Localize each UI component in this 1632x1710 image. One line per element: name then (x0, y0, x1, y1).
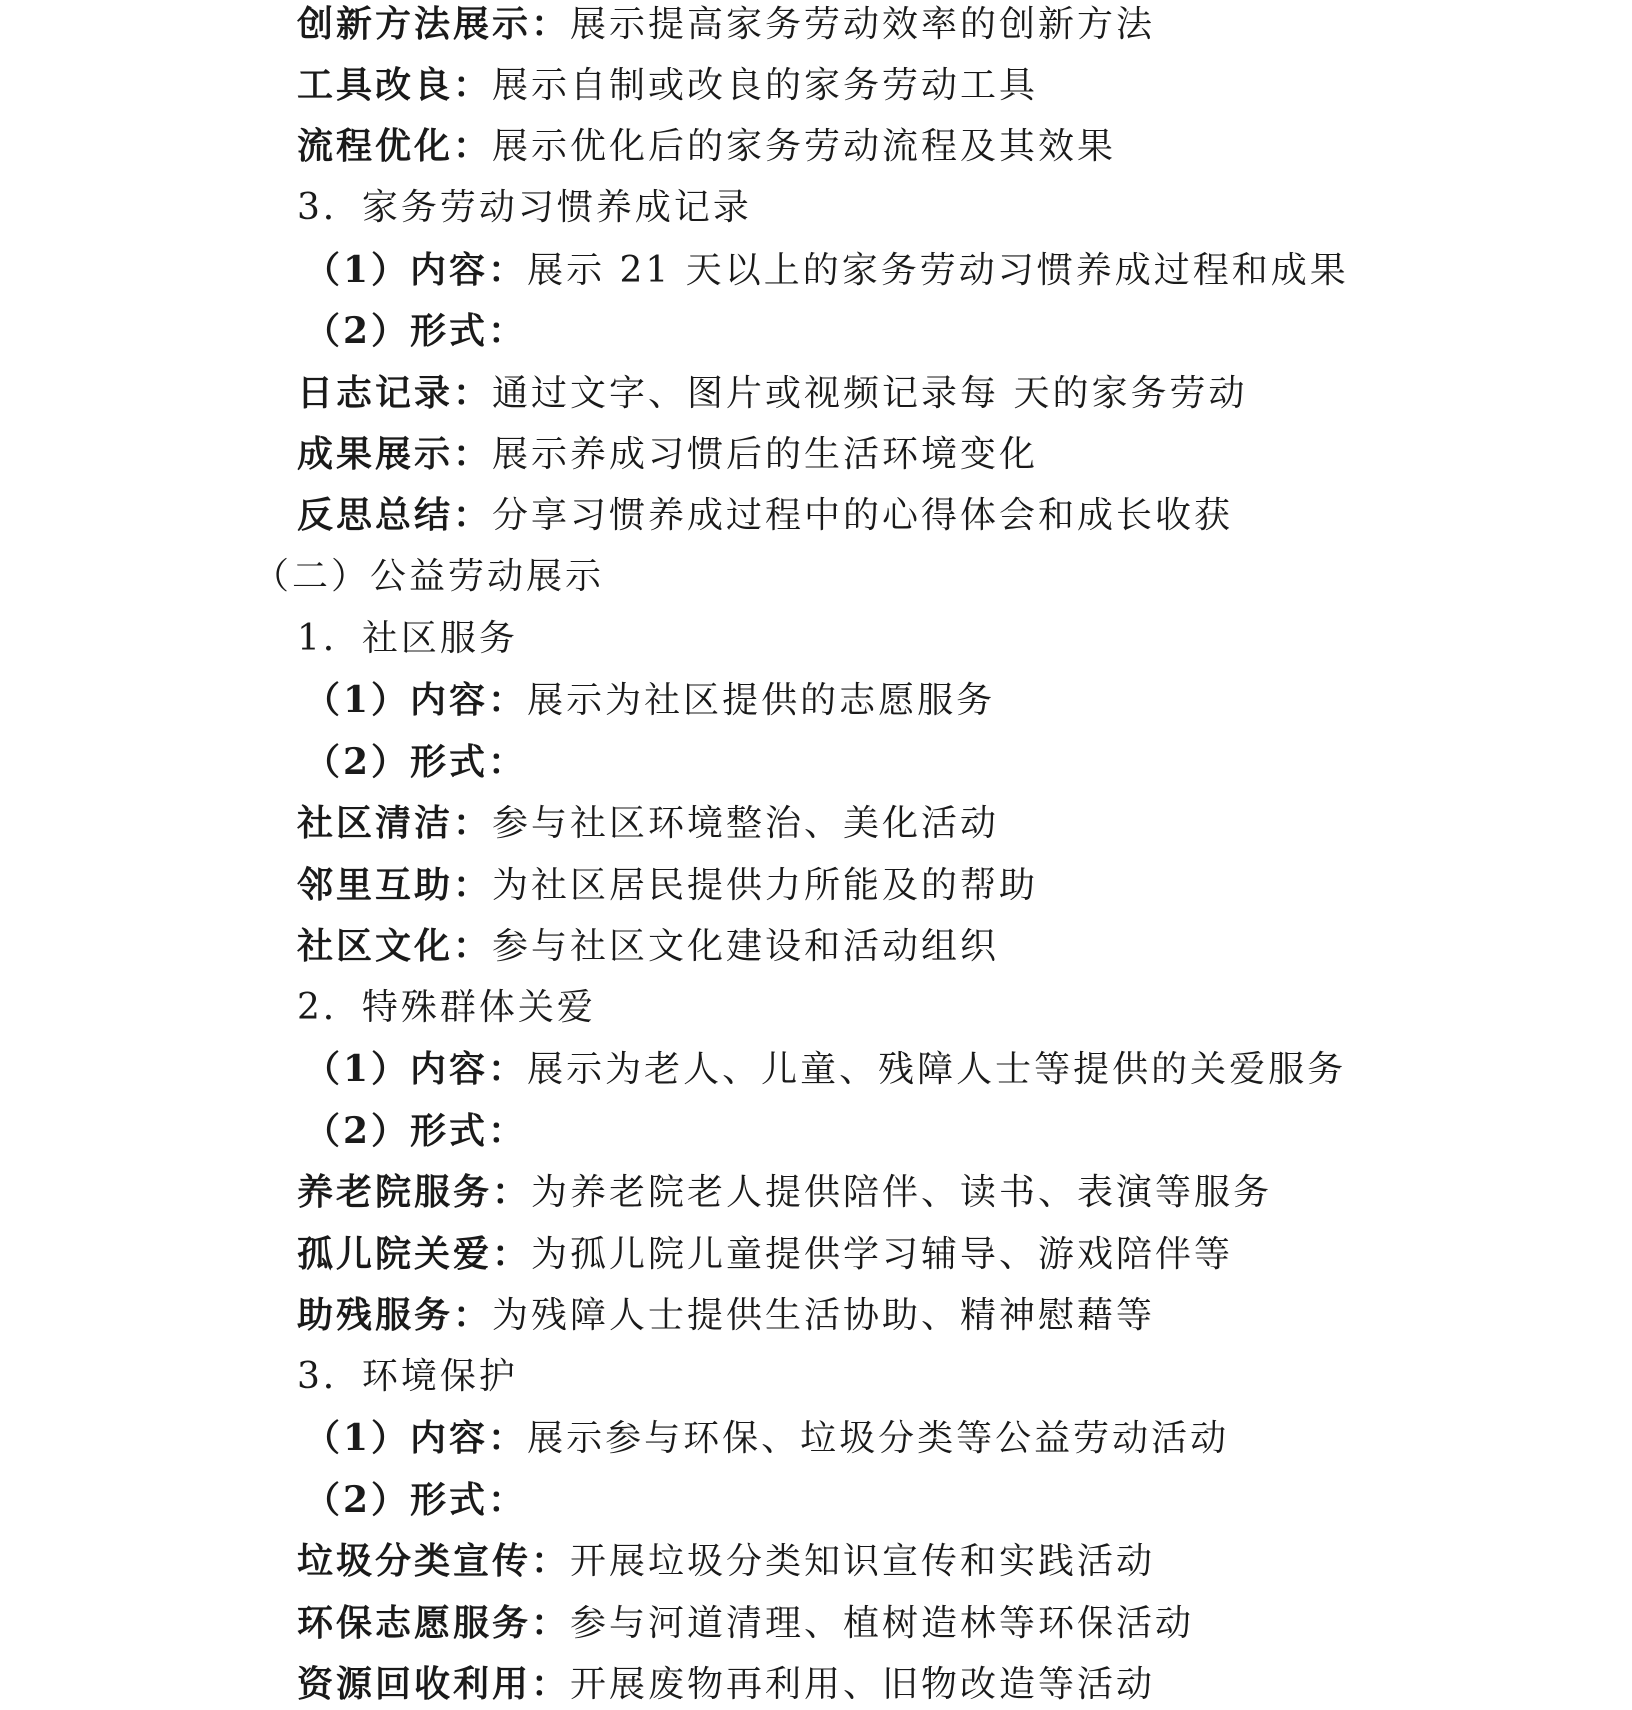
line-label: 流程优化： (297, 125, 493, 167)
line-label: 成果展示： (297, 433, 493, 475)
line-community-cleaning (297, 801, 999, 846)
line-label: 垃圾分类宣传： (297, 1540, 571, 1582)
line-label: 资源回收利用： (297, 1663, 571, 1705)
line-label: （1）内容： (304, 249, 528, 291)
line-nursing-home (297, 1170, 1272, 1215)
line-text: 展示为老人、儿童、残障人士等提供的关爱服务 (527, 1049, 1347, 1090)
line-recycling (297, 1662, 1155, 1707)
line-label: 助残服务： (297, 1294, 493, 1336)
line-label: 工具改良： (297, 64, 493, 106)
line-content (304, 678, 995, 723)
line-content (304, 1416, 1229, 1461)
line-reflection (297, 493, 1233, 538)
line-text: 开展垃圾分类知识宣传和实践活动 (570, 1541, 1156, 1582)
line-text: 通过文字、图片或视频记录每 天的家务劳动 (492, 373, 1248, 414)
line-community-culture (297, 924, 999, 969)
line-innovation-method (297, 2, 1155, 47)
line-label: 社区文化： (297, 925, 493, 967)
line-label: 社区清洁： (297, 802, 493, 844)
line-label: （2）形式： (304, 1479, 528, 1521)
section-heading-community-service: 1．社区服务 (297, 618, 518, 659)
line-text: 参与河道清理、植树造林等环保活动 (570, 1603, 1195, 1644)
line-label: 环保志愿服务： (297, 1602, 571, 1644)
line-process-optimization (297, 124, 1116, 169)
section-heading-environment: 3．环境保护 (297, 1356, 518, 1397)
line-label: （1）内容： (304, 679, 528, 721)
line-eco-volunteer (297, 1601, 1194, 1646)
line-label: （2）形式： (304, 741, 528, 783)
line-text: 开展废物再利用、旧物改造等活动 (570, 1664, 1156, 1705)
section-heading-public-welfare: （二）公益劳动展示 (253, 556, 605, 597)
line-label: 邻里互助： (297, 864, 493, 906)
line-form (304, 1478, 527, 1523)
line-label: （2）形式： (304, 310, 528, 352)
line-text: 展示参与环保、垃圾分类等公益劳动活动 (527, 1418, 1230, 1459)
line-label: 日志记录： (297, 372, 493, 414)
line-result-display (297, 432, 1038, 477)
section-heading-special-groups: 2．特殊群体关爱 (297, 987, 596, 1028)
line-label: 反思总结： (297, 494, 493, 536)
line-text: 为孤儿院儿童提供学习辅导、游戏陪伴等 (531, 1234, 1234, 1275)
line-text: 参与社区文化建设和活动组织 (492, 926, 1000, 967)
line-log-record (297, 371, 1247, 416)
line-text: 参与社区环境整治、美化活动 (492, 803, 1000, 844)
line-text: 展示提高家务劳动效率的创新方法 (570, 4, 1156, 45)
line-label: 养老院服务： (297, 1171, 532, 1213)
line-form (304, 1109, 527, 1154)
line-disability-aid (297, 1293, 1155, 1338)
line-waste-sorting (297, 1539, 1155, 1584)
line-content (304, 1047, 1346, 1092)
line-form (304, 309, 527, 354)
line-label: （1）内容： (304, 1048, 528, 1090)
line-orphanage (297, 1232, 1233, 1277)
line-text: 展示自制或改良的家务劳动工具 (492, 65, 1039, 106)
line-label: （1）内容： (304, 1417, 528, 1459)
section-heading-habit-record: 3．家务劳动习惯养成记录 (297, 187, 752, 228)
line-form (304, 740, 527, 785)
line-text: 展示优化后的家务劳动流程及其效果 (492, 126, 1117, 167)
line-label: 创新方法展示： (297, 3, 571, 45)
line-content (304, 248, 1349, 293)
line-neighbor-help (297, 863, 1038, 908)
line-tool-improvement (297, 63, 1038, 108)
line-text: 展示养成习惯后的生活环境变化 (492, 434, 1039, 475)
line-text: 为养老院老人提供陪伴、读书、表演等服务 (531, 1172, 1273, 1213)
line-text: 展示为社区提供的志愿服务 (527, 680, 996, 721)
line-text: 分享习惯养成过程中的心得体会和成长收获 (492, 495, 1234, 536)
line-text: 为残障人士提供生活协助、精神慰藉等 (492, 1295, 1156, 1336)
line-label: 孤儿院关爱： (297, 1233, 532, 1275)
line-label: （2）形式： (304, 1110, 528, 1152)
line-text: 为社区居民提供力所能及的帮助 (492, 865, 1039, 906)
line-text: 展示 21 天以上的家务劳动习惯养成过程和成果 (527, 250, 1349, 291)
